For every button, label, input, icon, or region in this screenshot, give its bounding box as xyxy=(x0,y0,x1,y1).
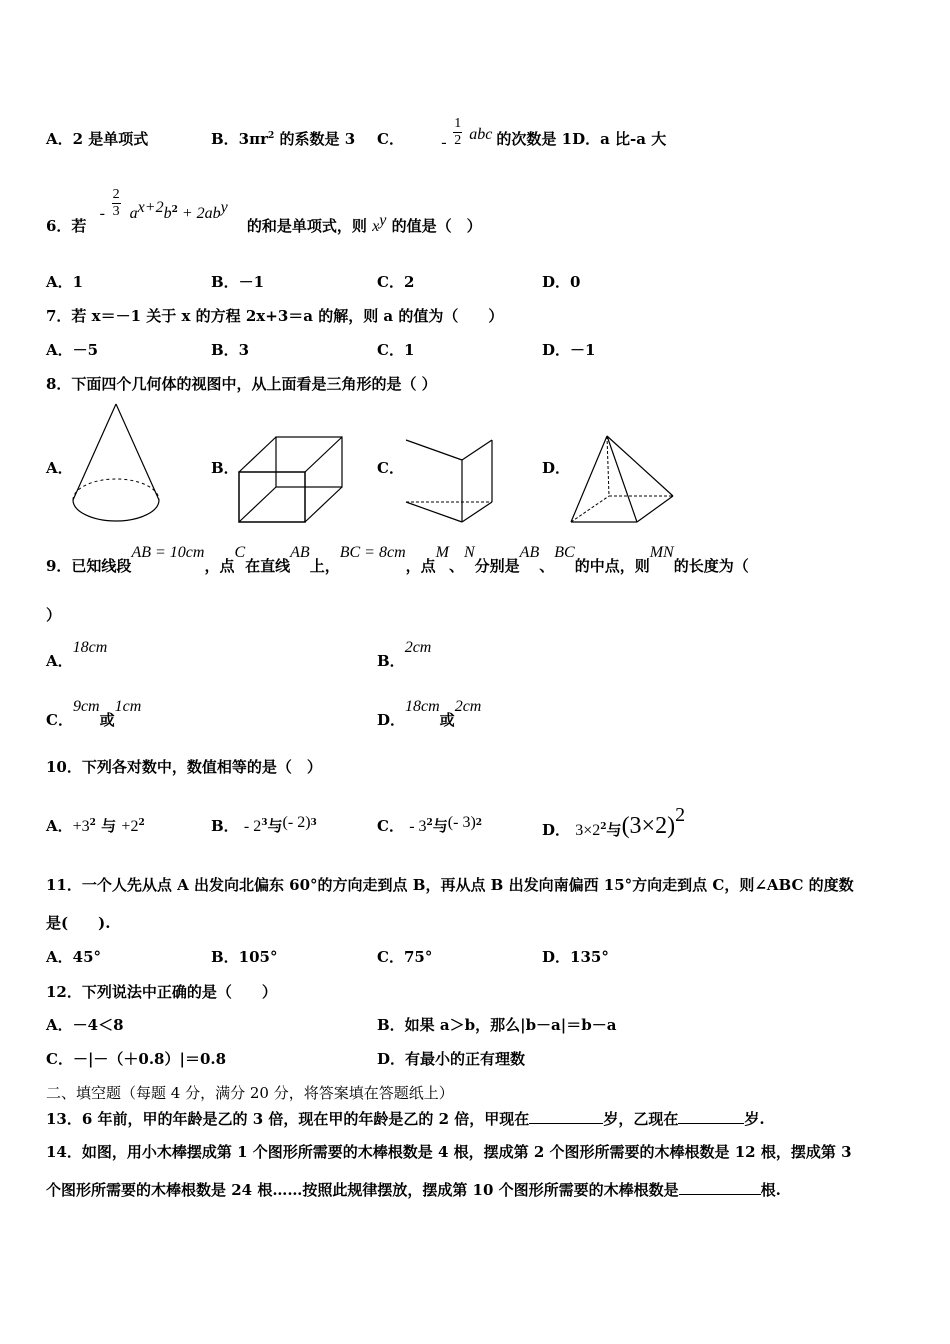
q10-option-d: D． $3\times 2^2$与(3×2)2 xyxy=(542,804,686,839)
q5-option-d: D．a 比-a 大 xyxy=(572,130,667,148)
q11-stem-line1: 11．一个人先从点 A 出发向北偏东 60°的方向走到点 B，再从点 B 出发向南偏西 15°方向走到点 C，则∠ABC 的度数 xyxy=(46,876,854,894)
q11-option-b: B．105° xyxy=(211,948,278,966)
section-heading: 二、填空题（每题 4 分，满分 20 分，将答案填在答题纸上） xyxy=(46,1084,454,1102)
q7-stem: 7．若 x＝－1 关于 x 的方程 2x+3＝a 的解，则 a 的值为（ ） xyxy=(46,307,504,325)
q7-option-d: D．－1 xyxy=(542,341,596,359)
q10-stem: 10．下列各对数中，数值相等的是（ ） xyxy=(46,758,322,776)
q12-option-c: C．－|－（＋0.8）|＝0.8 xyxy=(46,1050,227,1068)
q8-stem: 8．下面四个几何体的视图中，从上面看是三角形的是（ ） xyxy=(46,375,437,393)
q5-option-b: B．$3\pi r^2$ 的系数是 3 xyxy=(211,130,356,148)
q11-option-d: D．135° xyxy=(542,948,609,966)
q6-stem: 6．若 - $\frac{2}{3}$ $a^{x+2}b^2 + 2ab^y$ 的和是单项式，则 $x^y$ 的值是（ ） xyxy=(46,187,482,235)
q12-option-b: B．如果 a＞b，那么|b－a|＝b－a xyxy=(377,1016,617,1034)
q9-option-a: A．18cm xyxy=(46,639,108,670)
q7-option-a: A．－5 xyxy=(46,341,99,359)
q13-blank-1[interactable] xyxy=(529,1123,603,1124)
q12-stem: 12．下列说法中正确的是（ ） xyxy=(46,983,277,1001)
q5-option-a: A．2 是单项式 xyxy=(46,130,149,148)
q8-option-c: C． xyxy=(377,459,404,477)
q6-option-c: C．2 xyxy=(377,273,415,291)
q5-option-c: C． - $\frac{1}{2}$ abc 的次数是 1D．a 比-a 大 xyxy=(377,116,667,151)
q14-stem-line2: 个图形所需要的木棒根数是 24 根……按照此规律摆放，摆成第 10 个图形所需要的木棒根数是 根. xyxy=(46,1181,781,1199)
q11-option-c: C．75° xyxy=(377,948,433,966)
q5-fraction: $\frac{1}{2}$ xyxy=(454,116,462,148)
q6-option-a: A．1 xyxy=(46,273,84,291)
q12-option-d: D．有最小的正有理数 xyxy=(377,1050,526,1068)
q8-option-b: B． xyxy=(211,459,239,477)
q9-close: ） xyxy=(46,606,62,624)
cone-figure xyxy=(68,400,164,526)
q9-option-b: B．2cm xyxy=(377,639,432,670)
q11-stem-line2: 是( ). xyxy=(46,914,111,932)
q9-option-c: C．9cm或1cm xyxy=(46,698,142,729)
q10-option-c: C． - $3^2$与(- 3)$^2$ xyxy=(377,814,483,835)
q10-option-a: A．$+3^2$ 与 $+2^2$ xyxy=(46,817,145,835)
q7-option-c: C．1 xyxy=(377,341,415,359)
q10-option-b: B． - $2^3$与(- 2)$^3$ xyxy=(211,814,317,835)
q9-option-d: D．18cm或2cm xyxy=(377,698,482,729)
prism-figure xyxy=(402,434,498,526)
q6-option-b: B．－1 xyxy=(211,273,265,291)
q14-blank[interactable] xyxy=(679,1194,761,1195)
pyramid-figure xyxy=(567,432,677,526)
q7-option-b: B．3 xyxy=(211,341,250,359)
cube-figure xyxy=(236,432,348,526)
q13-blank-2[interactable] xyxy=(678,1123,744,1124)
q9-stem: 9．已知线段AB = 10cm，点C在直线AB上，BC = 8cm，点M、N分别是AB、BC的中点，则MN的长度为（ xyxy=(46,544,749,575)
q8-option-a: A． xyxy=(46,459,73,477)
q6-option-d: D．0 xyxy=(542,273,581,291)
q12-option-a: A．－4＜8 xyxy=(46,1016,124,1034)
q14-stem-line1: 14．如图，用小木棒摆成第 1 个图形所需要的木棒根数是 4 根，摆成第 2 个图形所需要的木棒根数是 12 根，摆成第 3 xyxy=(46,1143,852,1161)
q8-option-d: D． xyxy=(542,459,571,477)
q11-option-a: A．45° xyxy=(46,948,102,966)
q13-stem: 13．6 年前，甲的年龄是乙的 3 倍，现在甲的年龄是乙的 2 倍，甲现在 岁，乙现在 岁. xyxy=(46,1110,765,1128)
q6-expression: - $\frac{2}{3}$ $a^{x+2}b^2 + 2ab^y$ xyxy=(99,187,228,222)
